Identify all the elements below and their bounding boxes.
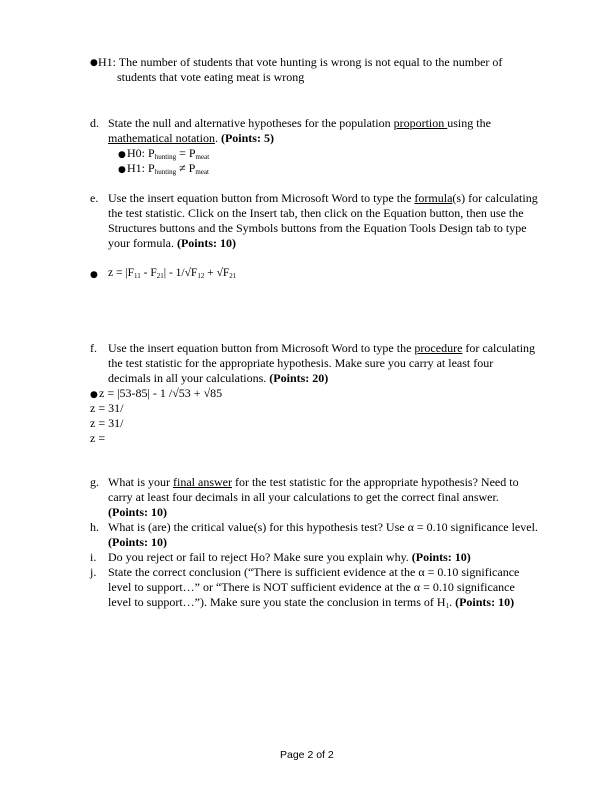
question-d-letter: d.: [90, 116, 99, 130]
question-j-line3: level to support…”). Make sure you state the conclusion in terms of H1. (Points: 10): [108, 595, 515, 610]
question-j-line2: level to support…” or “There is NOT sufficient evidence at the α = 0.10 significance: [108, 580, 515, 594]
question-e-line1: Use the insert equation button from Microsoft Word to type the formula(s) for calculating: [108, 191, 538, 205]
question-g-line1: What is your final answer for the test statistic for the appropriate hypothesis? Need to: [108, 475, 519, 489]
h1-alt-line1: H1: The number of students that vote hunting is wrong is not equal to the number of: [98, 55, 503, 69]
f-calc-line1: z = |53-85| - 1 /√53 + √85: [99, 386, 223, 400]
bullet-icon: ●: [90, 390, 98, 400]
question-e-letter: e.: [90, 191, 99, 205]
bullet-icon: ●: [118, 165, 126, 175]
question-i-letter: i.: [90, 550, 97, 564]
d-h1-answer: H1: Phunting ≠ Pmeat: [127, 161, 209, 176]
question-i-line1: Do you reject or fail to reject Ho? Make sure you explain why. (Points: 10): [108, 550, 471, 564]
bullet-icon: ●: [90, 58, 98, 68]
question-f-line2: the test statistic for the appropriate hypothesis. Make sure you carry at least four: [108, 356, 494, 370]
h1-alt-line2: students that vote eating meat is wrong: [117, 70, 305, 84]
question-f-line3: decimals in all your calculations. (Points: 20): [108, 371, 329, 385]
question-e-line2: the test statistic. Click on the Insert tab, then click on the Equation button, then use the: [108, 206, 524, 220]
bullet-icon: ●: [90, 270, 98, 280]
bullet-icon: ●: [118, 150, 126, 160]
question-h-letter: h.: [90, 520, 99, 534]
d-h0-answer: H0: Phunting = Pmeat: [127, 146, 210, 161]
page-number: Page 2 of 2: [280, 749, 334, 761]
question-d-line2: mathematical notation. (Points: 5): [108, 131, 274, 145]
question-g-points: (Points: 10): [108, 505, 167, 519]
e-formula-answer: z = |F11 - F21| - 1/√F12 + √F21: [108, 267, 237, 280]
f-calc-line3: z = 31/: [90, 416, 124, 430]
question-e-line4: your formula. (Points: 10): [108, 236, 236, 250]
question-j-line1: State the correct conclusion (“There is sufficient evidence at the α = 0.10 significance: [108, 565, 520, 579]
question-h-line1: What is (are) the critical value(s) for this hypothesis test? Use α = 0.10 significance level.: [108, 520, 538, 534]
question-f-line1: Use the insert equation button from Microsoft Word to type the procedure for calculating: [108, 341, 536, 355]
question-h-points: (Points: 10): [108, 535, 167, 549]
question-e-line3: Structures buttons and the Symbols buttons from the Equation Tools Design tab to type: [108, 221, 527, 235]
f-calc-line2: z = 31/: [90, 401, 124, 415]
question-g-letter: g.: [90, 475, 99, 489]
question-d-line1: State the null and alternative hypotheses for the population proportion using the: [108, 116, 491, 130]
question-f-letter: f.: [90, 341, 97, 355]
question-g-line2: carry at least four decimals in all your calculations to get the correct final answer.: [108, 490, 499, 504]
question-j-letter: j.: [90, 565, 97, 579]
f-calc-line4: z =: [90, 431, 106, 445]
